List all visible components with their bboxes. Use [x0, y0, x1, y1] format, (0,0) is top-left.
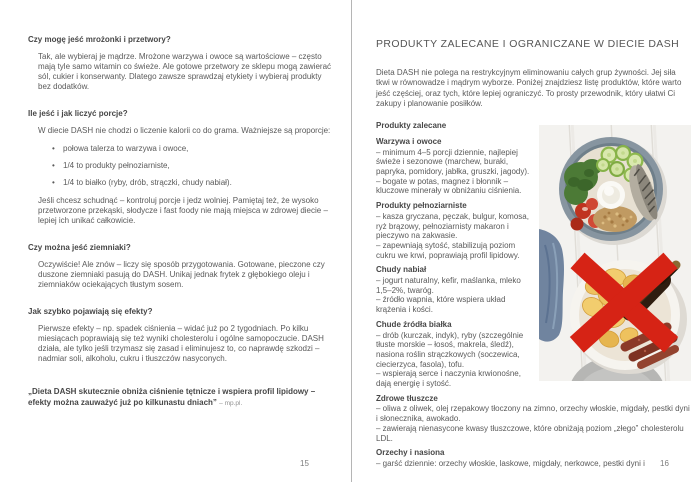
page-right — [352, 0, 700, 482]
answer-paragraph: Tak, ale wybieraj je mądrze. Mrożone warzywa i owoce są wartościowe – często mają tyle samo witamin co świeże. Ale gotowe przetwory ze sklepu mogą zawierać sól, cukier i konserwanty. Dlatego zawsze sprawdzaj etykiety i wybieraj produkty bez dodatków. — [38, 52, 332, 91]
denim-cloth — [539, 229, 564, 342]
product-group — [376, 448, 691, 468]
grains — [593, 206, 637, 232]
qa-section — [28, 109, 331, 226]
product-group-line: – wspierają serce i naczynia krwionośne, dają energię i sytość. — [376, 369, 521, 389]
junk-food-bowl — [570, 253, 687, 374]
section-subheading: Produkty zalecane — [376, 121, 447, 131]
product-group-heading: Produkty pełnoziarniste — [376, 201, 467, 211]
product-group-line: – oliwa z oliwek, olej rzepakowy tłoczony na zimno, orzechy włoskie, migdały, pestki dyni i słonecznika, awokado. — [376, 404, 690, 424]
product-group — [376, 394, 691, 444]
page-number-left: 15 — [300, 459, 309, 468]
answer-paragraph: Pierwsze efekty – np. spadek ciśnienia – widać już po 2 tygodniach. Po kilku miesiącach poprawiają się też wyniki cholesterolu i ogólne samopoczucie. DASH działa, ale tylko jeśli trzymasz się zasad i eliminujesz to, co naprawdę szkodzi – nadmiar soli, alkoholu, cukru i tłuszczów nasyconych. — [38, 324, 324, 363]
portion-bullet-list — [52, 144, 331, 188]
question-heading: Ile jeść i jak liczyć porcje? — [28, 109, 128, 118]
diet-photo — [539, 125, 691, 381]
question-heading: Czy można jeść ziemniaki? — [28, 243, 131, 252]
chapter-title: PRODUKTY ZALECANE I OGRANICZANE W DIECIE DASH — [376, 38, 680, 50]
list-item: • 1/4 to białko (ryby, drób, strączki, chudy nabiał). — [52, 178, 331, 188]
product-group-line: – bogate w potas, magnez i błonnik – kluczowe minerały w obniżaniu ciśnienia. — [376, 176, 522, 196]
list-item: • połowa talerza to warzywa i owoce, — [52, 144, 331, 154]
product-group-heading: Chudy nabiał — [376, 265, 427, 275]
qa-section — [28, 35, 331, 92]
product-group-line: – jogurt naturalny, kefir, maślanka, mleko 1,5–2%, twaróg. — [376, 276, 521, 295]
product-group-line: – minimum 4–5 porcji dziennie, najlepiej świeże i sezonowe (marchew, buraki, papryka, pomidory, jabłka, gruszki, jagody). — [376, 147, 530, 176]
answer-paragraph: Oczywiście! Ale znów – liczy się sposób przygotowania. Gotowane, pieczone czy duszone ziemniaki pasują do DASH. Unikaj jednak frytek z głębokiego oleju i ziemniaków ociekających tłustym sosem. — [38, 260, 325, 289]
page-number-right: 16 — [660, 459, 669, 468]
qa-section — [28, 307, 331, 364]
pull-quote — [28, 386, 331, 409]
list-item: • 1/4 to produkty pełnoziarniste, — [52, 161, 331, 171]
product-group-line: – kasza gryczana, pęczak, bulgur, komosa, ryż brązowy, pełnoziarnisty makaron i pieczywo na zakwasie. — [376, 211, 529, 241]
product-group-line: – zawierają nienasycone kwasy tłuszczowe, które obniżają poziom „złego” cholesterolu LDL. — [376, 423, 684, 443]
qa-section — [28, 243, 331, 290]
quote-source: – mp.pl. — [219, 400, 243, 407]
product-group-line: – garść dziennie: orzechy włoskie, laskowe, migdały, nerkowce, pestki dyni i — [376, 458, 645, 468]
question-heading: Czy mogę jeść mrożonki i przetwory? — [28, 35, 171, 44]
product-group-line: – zapewniają sytość, stabilizują poziom cukru we krwi, poprawiają profil lipidowy. — [376, 240, 520, 260]
yogurt-dollop — [597, 181, 625, 209]
answer-paragraph: Jeśli chcesz schudnąć – kontroluj porcje i jedz wolniej. Pamiętaj też, że wysoko przetworzone przekąski, słodycze i fast foody nie mają miejsca w zdrowej diecie – lepiej ich unikać całkowicie. — [38, 196, 328, 225]
question-heading: Jak szybko pojawiają się efekty? — [28, 307, 153, 316]
answer-paragraph: W diecie DASH nie chodzi o liczenie kalorii co do grama. Ważniejsze są proporcje: — [38, 126, 331, 135]
product-group-heading: Warzywa i owoce — [376, 136, 442, 146]
product-group-line: – źródło wapnia, które wspiera układ krążenia i kości. — [376, 295, 506, 315]
product-group-line: – drób (kurczak, indyk), ryby (szczególnie tłuste morskie – łosoś, makrela, śledź), nasiona roślin strączkowych (soczewica, ciecierzyca, fasola), tofu. — [376, 330, 524, 369]
product-group-heading: Chude źródła białka — [376, 319, 452, 329]
product-group-heading: Orzechy i nasiona — [376, 448, 445, 458]
product-group-heading: Zdrowe tłuszcze — [376, 393, 438, 403]
recommended-products-content — [376, 121, 691, 469]
quote-text: „Dieta DASH skutecznie obniża ciśnienie tętnicze i wspiera profil lipidowy – efekty można zauważyć już po kilkunastu dniach” — [28, 387, 316, 407]
intro-paragraph: Dieta DASH nie polega na restrykcyjnym eliminowaniu całych grup żywności. Jej siła tkwi w równowadze i mądrym wyborze. Poniżej znajdziesz listę produktów, które warto jeść częściej, oraz tych, które lepiej ograniczyć. To prosty przewodnik, który ułatwi Ci zakupy i planowanie posiłków. — [376, 68, 682, 108]
